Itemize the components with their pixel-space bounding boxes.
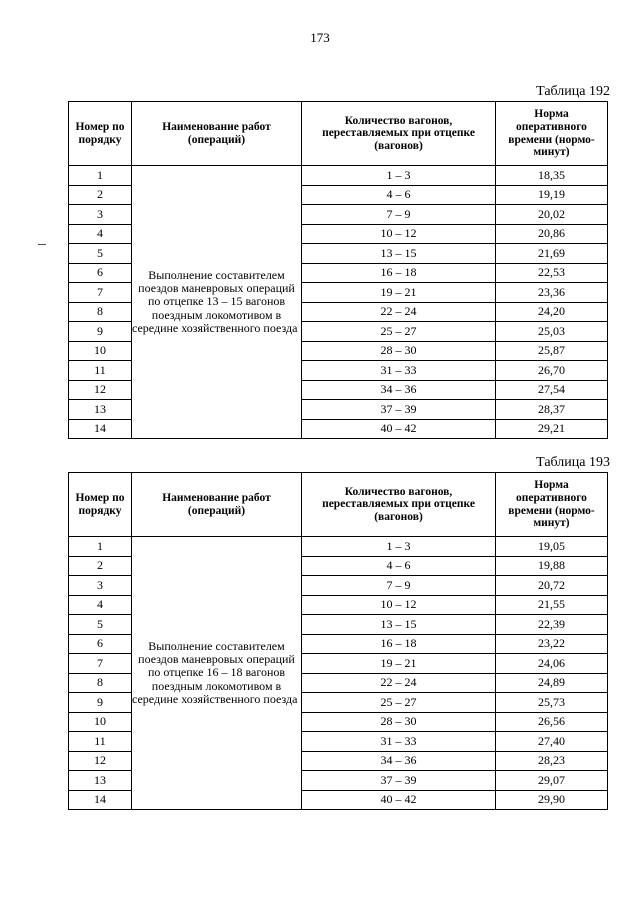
row-number: 8: [69, 673, 132, 693]
wagon-range: 22 – 24: [302, 302, 496, 322]
table-header-row: [69, 102, 608, 166]
wagon-range: 4 – 6: [302, 185, 496, 205]
row-number: 3: [69, 205, 132, 225]
norm-time: 19,88: [496, 556, 608, 576]
margin-mark: [38, 244, 46, 245]
wagon-range: 40 – 42: [302, 790, 496, 810]
row-number: 10: [69, 712, 132, 732]
row-number: 13: [69, 400, 132, 420]
wagon-range: 19 – 21: [302, 283, 496, 303]
wagon-range: 22 – 24: [302, 673, 496, 693]
norm-time: 27,54: [496, 380, 608, 400]
row-number: 8: [69, 302, 132, 322]
header-work: Наименование работ (операций): [132, 102, 302, 166]
wagon-range: 1 – 3: [302, 166, 496, 186]
norm-time: 25,87: [496, 341, 608, 361]
wagon-range: 13 – 15: [302, 615, 496, 635]
row-number: 11: [69, 732, 132, 752]
row-number: 5: [69, 244, 132, 264]
wagon-range: 31 – 33: [302, 361, 496, 381]
norm-time: 24,06: [496, 654, 608, 674]
row-number: 1: [69, 537, 132, 557]
wagon-range: 37 – 39: [302, 771, 496, 791]
norm-time: 29,07: [496, 771, 608, 791]
norm-time: 21,69: [496, 244, 608, 264]
wagon-range: 37 – 39: [302, 400, 496, 420]
wagon-range: 28 – 30: [302, 712, 496, 732]
row-number: 10: [69, 341, 132, 361]
norm-time: 28,23: [496, 751, 608, 771]
row-number: 3: [69, 576, 132, 596]
norm-table: [68, 101, 608, 439]
row-number: 7: [69, 654, 132, 674]
norm-time: 22,39: [496, 615, 608, 635]
norm-time: 23,36: [496, 283, 608, 303]
norm-time: 29,90: [496, 790, 608, 810]
norm-time: 20,86: [496, 224, 608, 244]
norm-time: 23,22: [496, 634, 608, 654]
table-header-row: [69, 473, 608, 537]
table-caption: Таблица 192: [536, 84, 610, 99]
header-wagons: Количество вагонов, переставляемых при отцепке (вагонов): [302, 473, 496, 537]
row-number: 6: [69, 634, 132, 654]
norm-time: 18,35: [496, 166, 608, 186]
header-wagons: Количество вагонов, переставляемых при отцепке (вагонов): [302, 102, 496, 166]
norm-table: [68, 472, 608, 810]
row-number: 4: [69, 595, 132, 615]
wagon-range: 10 – 12: [302, 595, 496, 615]
wagon-range: 31 – 33: [302, 732, 496, 752]
table-row: [69, 537, 608, 557]
wagon-range: 28 – 30: [302, 341, 496, 361]
row-number: 9: [69, 322, 132, 342]
row-number: 14: [69, 419, 132, 439]
row-number: 2: [69, 185, 132, 205]
wagon-range: 16 – 18: [302, 263, 496, 283]
wagon-range: 7 – 9: [302, 576, 496, 596]
wagon-range: 4 – 6: [302, 556, 496, 576]
row-number: 7: [69, 283, 132, 303]
wagon-range: 10 – 12: [302, 224, 496, 244]
header-number: Номер по порядку: [69, 102, 132, 166]
norm-time: 21,55: [496, 595, 608, 615]
row-number: 1: [69, 166, 132, 186]
norm-time: 19,19: [496, 185, 608, 205]
wagon-range: 16 – 18: [302, 634, 496, 654]
norm-time: 19,05: [496, 537, 608, 557]
header-number: Номер по порядку: [69, 473, 132, 537]
row-number: 12: [69, 380, 132, 400]
wagon-range: 1 – 3: [302, 537, 496, 557]
table-caption: Таблица 193: [536, 455, 610, 470]
wagon-range: 25 – 27: [302, 693, 496, 713]
norm-time: 25,03: [496, 322, 608, 342]
norm-time: 26,70: [496, 361, 608, 381]
work-description: Выполнение составителем поездов маневровых операций по отцепке 16 – 18 вагонов поездным локомотивом в середине хозяйственного поезда: [132, 537, 302, 810]
norm-time: 29,21: [496, 419, 608, 439]
norm-time: 28,37: [496, 400, 608, 420]
norm-time: 22,53: [496, 263, 608, 283]
row-number: 5: [69, 615, 132, 635]
wagon-range: 13 – 15: [302, 244, 496, 264]
norm-time: 26,56: [496, 712, 608, 732]
wagon-range: 25 – 27: [302, 322, 496, 342]
wagon-range: 34 – 36: [302, 380, 496, 400]
work-description: Выполнение составителем поездов маневровых операций по отцепке 13 – 15 вагонов поездным локомотивом в середине хозяйственного поезда: [132, 166, 302, 439]
row-number: 6: [69, 263, 132, 283]
wagon-range: 19 – 21: [302, 654, 496, 674]
header-norm: Норма оперативного времени (нормо-минут): [496, 102, 608, 166]
row-number: 9: [69, 693, 132, 713]
row-number: 11: [69, 361, 132, 381]
header-work: Наименование работ (операций): [132, 473, 302, 537]
table-row: [69, 166, 608, 186]
norm-time: 27,40: [496, 732, 608, 752]
row-number: 14: [69, 790, 132, 810]
row-number: 13: [69, 771, 132, 791]
page-number: 173: [310, 30, 330, 45]
wagon-range: 40 – 42: [302, 419, 496, 439]
norm-time: 20,72: [496, 576, 608, 596]
header-norm: Норма оперативного времени (нормо-минут): [496, 473, 608, 537]
row-number: 12: [69, 751, 132, 771]
wagon-range: 7 – 9: [302, 205, 496, 225]
row-number: 2: [69, 556, 132, 576]
wagon-range: 34 – 36: [302, 751, 496, 771]
row-number: 4: [69, 224, 132, 244]
norm-time: 25,73: [496, 693, 608, 713]
norm-time: 24,89: [496, 673, 608, 693]
norm-time: 24,20: [496, 302, 608, 322]
norm-time: 20,02: [496, 205, 608, 225]
